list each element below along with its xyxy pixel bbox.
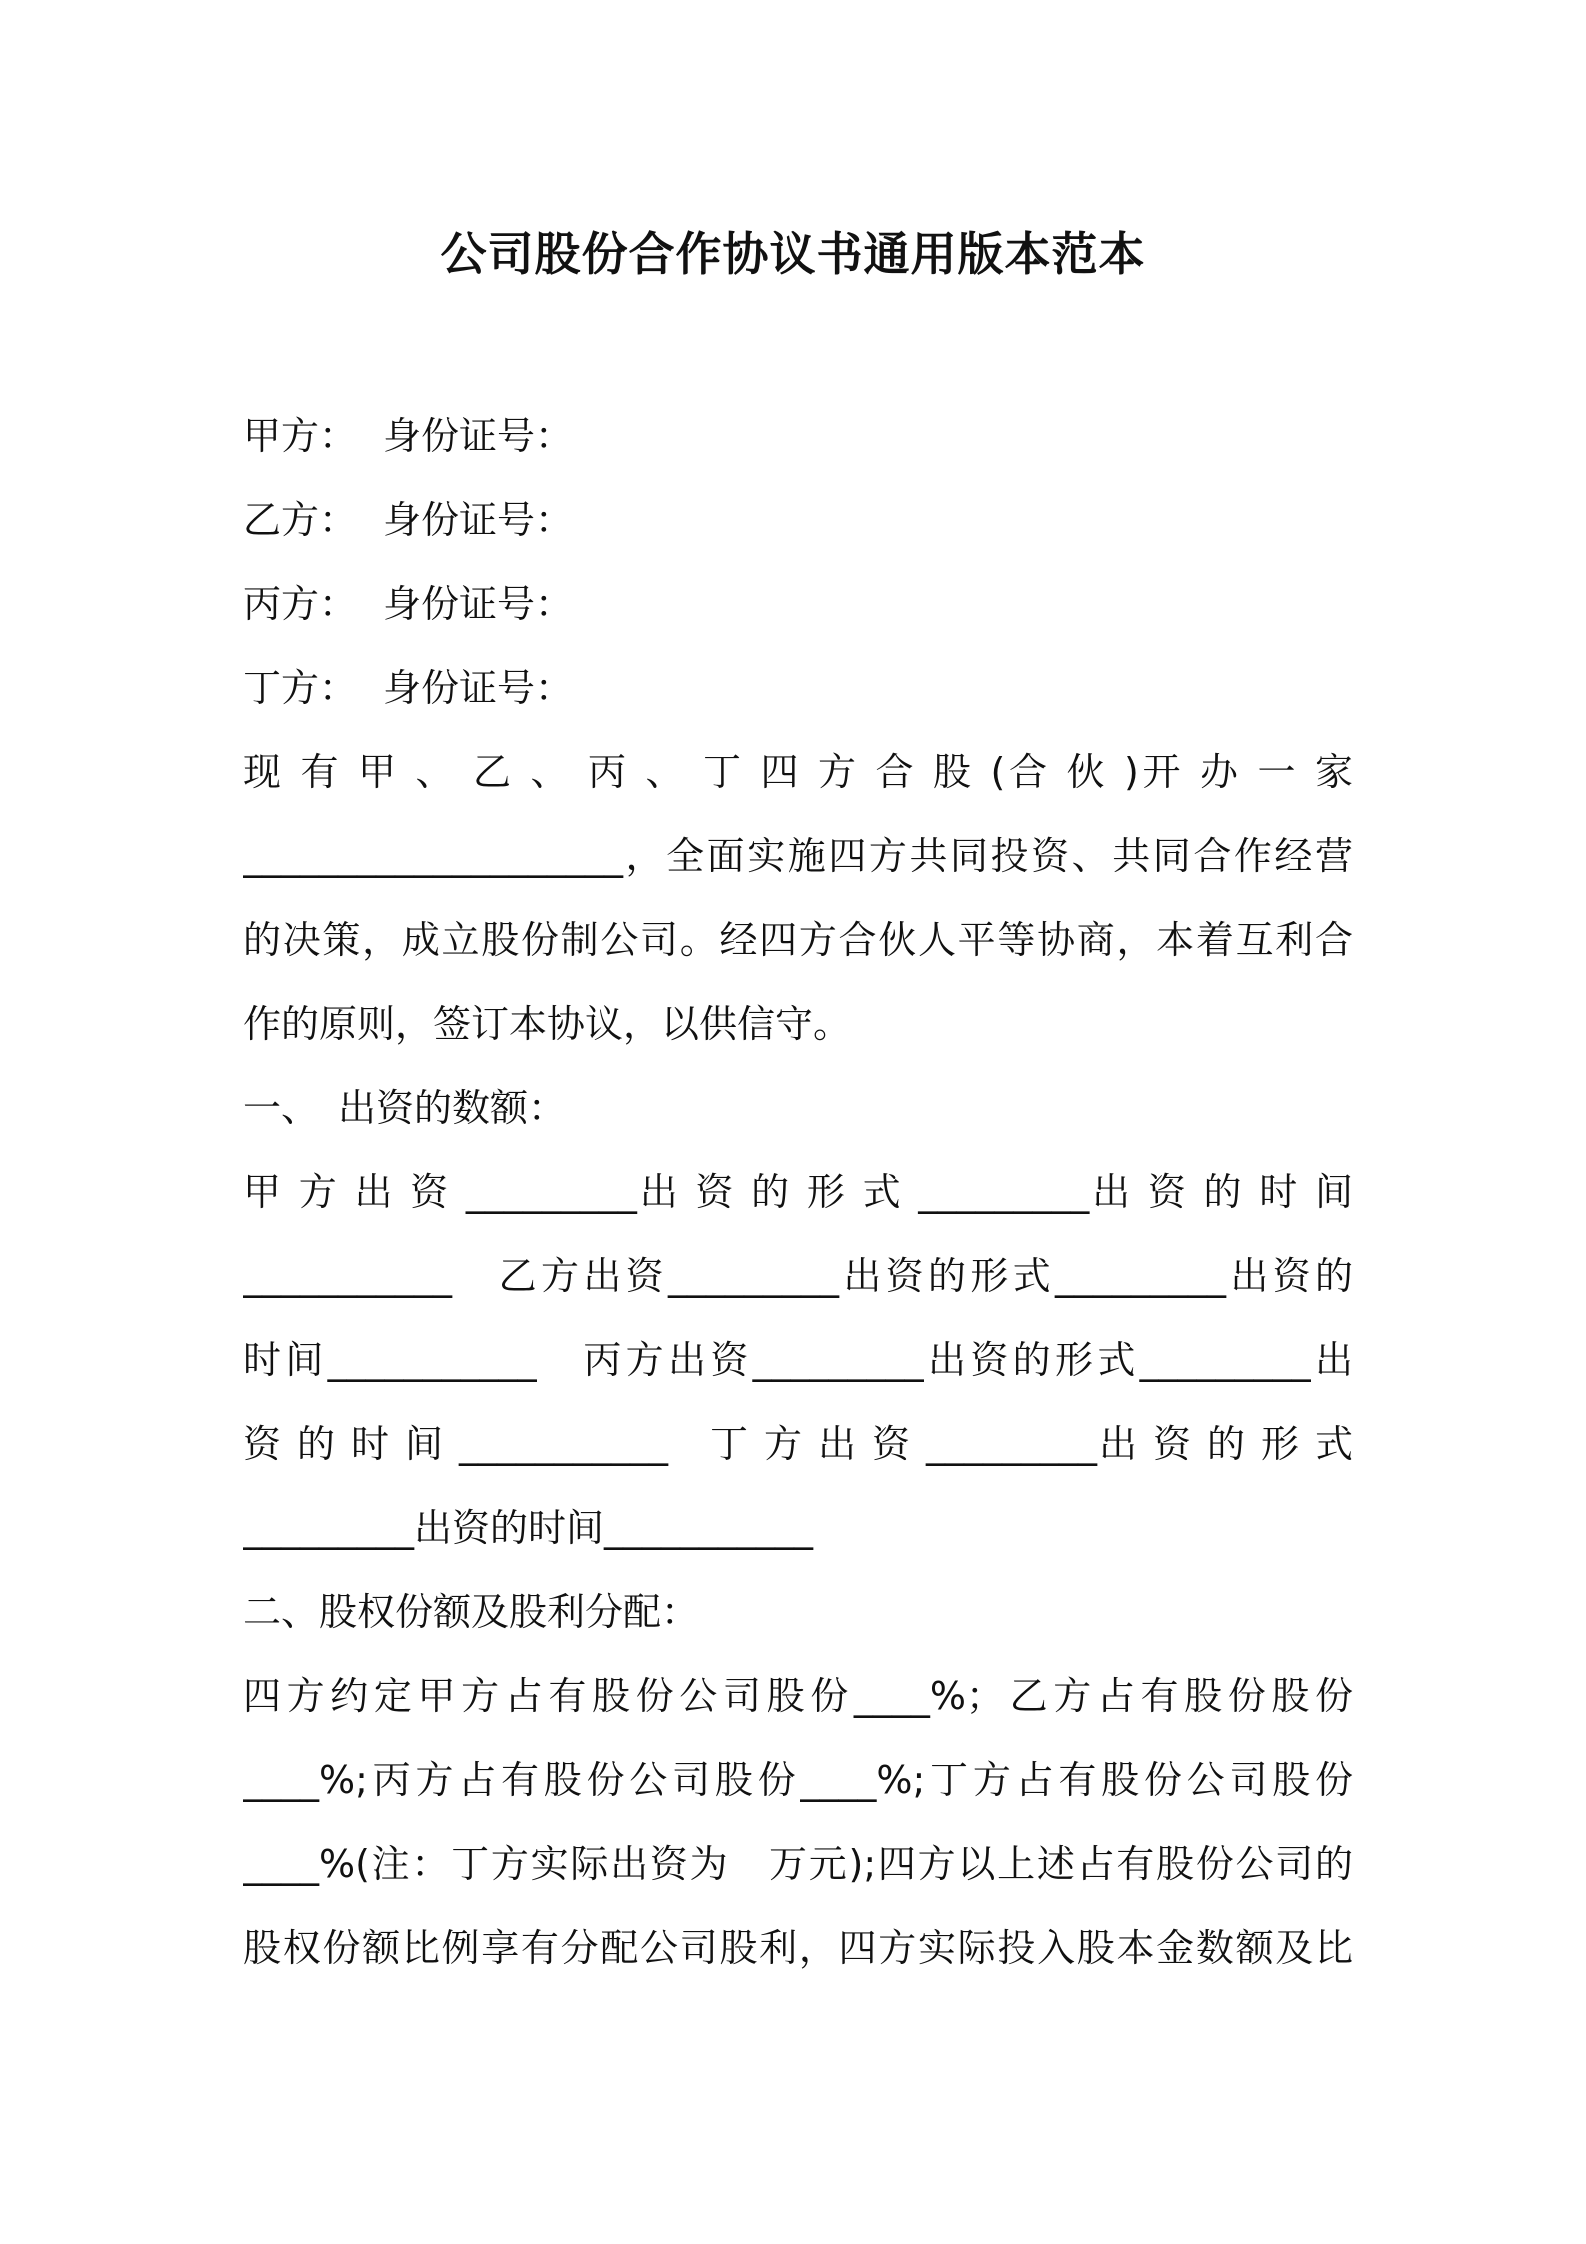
preamble-line: ____________________，全面实施四方共同投资、共同合作经营 xyxy=(243,834,1353,878)
preamble-line: 现 有 甲 、 乙 、 丙 、 丁 四 方 合 股 (合 伙 )开 办 一 家 xyxy=(243,750,1353,794)
section1-line: 甲 方 出 资 _________出 资 的 形 式 _________出 资 的 时 间 xyxy=(243,1170,1353,1214)
section2-heading: 二、股权份额及股利分配： xyxy=(243,1590,700,1634)
section1-line: ___________ 乙方出资_________出资的形式_________出资的 xyxy=(243,1254,1353,1298)
party-bing-label: 丙方： xyxy=(243,582,358,626)
section1-heading: 一、 出资的数额： xyxy=(243,1086,567,1130)
preamble-line: 的决策，成立股份制公司。经四方合伙人平等协商，本着互利合 xyxy=(243,918,1353,962)
party-ding-label: 丁方： xyxy=(243,666,358,710)
document-title: 公司股份合作协议书通用版本范本 xyxy=(440,227,1146,281)
section1-line: 时间___________ 丙方出资_________出资的形式_________出 xyxy=(243,1338,1353,1382)
party-ding-line xyxy=(243,662,1353,714)
party-jia-label: 甲方： xyxy=(243,414,358,458)
section1-line: 资 的 时 间 ___________ 丁 方 出 资 _________出 资 的 形 式 xyxy=(243,1422,1353,1466)
party-yi-id-label: 身份证号： xyxy=(383,498,574,542)
section1-line: _________出资的时间___________ xyxy=(243,1506,814,1550)
party-jia-id-label: 身份证号： xyxy=(383,414,574,458)
section2-line: 股权份额比例享有分配公司股利，四方实际投入股本金数额及比 xyxy=(243,1926,1353,1970)
party-bing-line xyxy=(243,578,1353,630)
party-yi-line xyxy=(243,494,1353,546)
party-yi-label: 乙方： xyxy=(243,498,358,542)
party-ding-id-label: 身份证号： xyxy=(383,666,574,710)
section2-line: ____%(注：丁方实际出资为 万元);四方以上述占有股份公司的 xyxy=(243,1842,1353,1886)
section2-line: 四方约定甲方占有股份公司股份____%；乙方占有股份股份 xyxy=(243,1674,1353,1718)
party-bing-id-label: 身份证号： xyxy=(383,582,574,626)
party-jia-line xyxy=(243,410,1353,462)
preamble-line: 作的原则，签订本协议，以供信守。 xyxy=(243,1002,852,1046)
section2-line: ____%;丙方占有股份公司股份____%;丁方占有股份公司股份 xyxy=(243,1758,1353,1802)
